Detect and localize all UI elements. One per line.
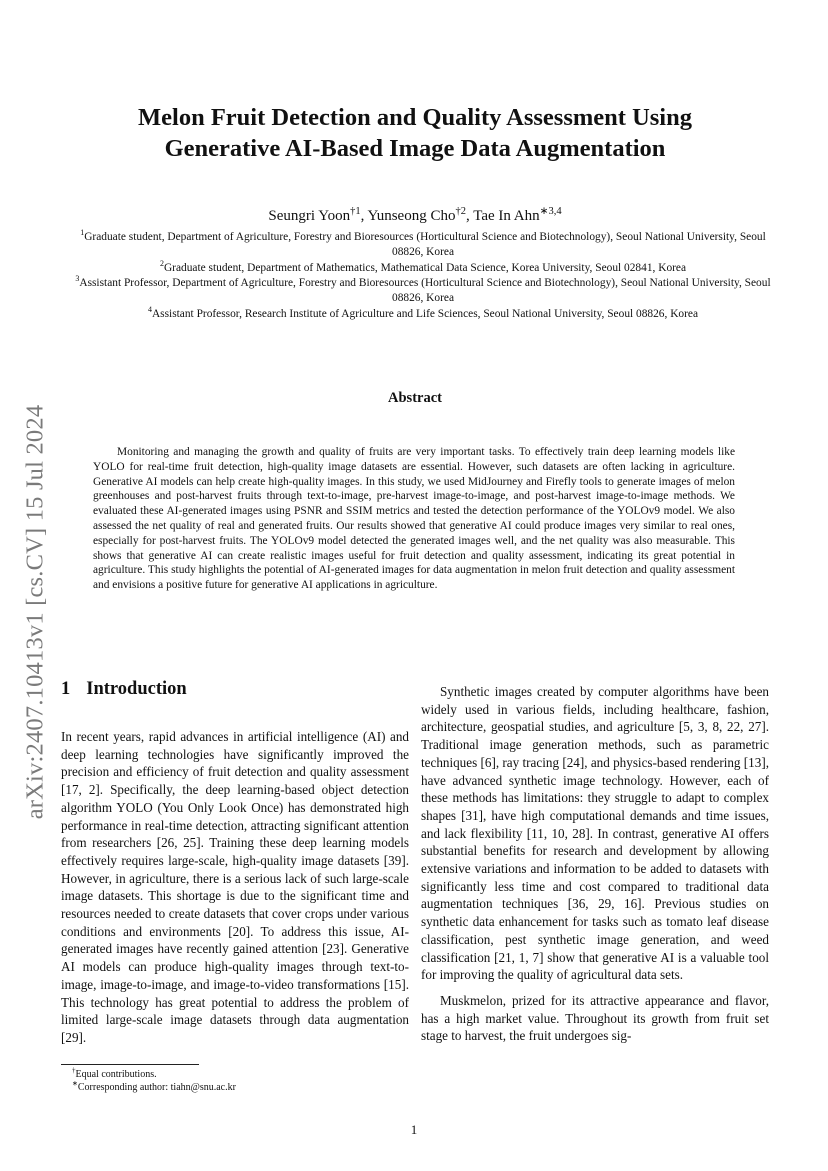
- section-number: 1: [61, 679, 71, 699]
- footnote-mark: ∗: [72, 1079, 78, 1088]
- affiliation-mark: 2: [159, 259, 164, 269]
- author-3-mark: ∗3,4: [539, 206, 562, 217]
- footnote-rule: [61, 1064, 199, 1065]
- author-3: Tae In Ahn: [473, 208, 540, 224]
- footnote-1: [72, 1068, 157, 1081]
- author-list: [70, 208, 760, 225]
- paragraph: In recent years, rapid advances in artificial intelligence (AI) and deep learning technologies have significantly improved the precision and efficiency of fruit detection and quality assessment [17, 2]. Specifically, the deep learning-based object detection algorithm YOLO (You Only Look Once) has demonstrated high performance in real-time detection, attracting significant attention from researchers [26, 25]. Training these deep learning models effectively requires large-scale, high-quality image datasets [39]. However, in agriculture, there is a serious lack of such large-scale image datasets. This shortage is due to the significant time and resources needed to create datasets that cover crops under various conditions and environments [20]. To address this issue, AI-generated images have recently gained attention [23]. Generative AI models can produce high-quality images through text-to-image, image-to-image, and image-to-video transformations [15]. This technology has great potential to address the problem of limited large-scale image datasets through data augmentation [29].: [61, 729, 409, 1045]
- author-separator: ,: [465, 208, 474, 224]
- footnote-text: Corresponding author: tiahn@snu.ac.kr: [77, 1082, 236, 1093]
- affiliation-text: Graduate student, Department of Mathematics, Mathematical Data Science, Korea University, Seoul 02841, Korea: [163, 262, 687, 274]
- author-1: Seungri Yoon: [268, 208, 351, 224]
- title-line-2: Generative AI-Based Image Data Augmentation: [164, 135, 666, 162]
- abstract-heading: Abstract: [388, 390, 442, 406]
- title-line-1: Melon Fruit Detection and Quality Assessment Using: [138, 104, 692, 131]
- right-column: [421, 683, 769, 1045]
- footnote-2: [72, 1081, 236, 1094]
- affiliation-3: [70, 276, 776, 306]
- section-heading: [61, 679, 187, 700]
- affiliation-text: Assistant Professor, Department of Agriculture, Forestry and Bioresources (Horticultural Science and Biotechnology), Seoul National University, Seoul 08826, Korea: [79, 277, 771, 305]
- affiliation-text: Graduate student, Department of Agriculture, Forestry and Bioresources (Horticultural Science and Biotechnology), Seoul National University, Seoul 08826, Korea: [84, 231, 766, 259]
- affiliation-mark: 1: [80, 228, 85, 238]
- author-1-mark: †1: [350, 206, 361, 217]
- affiliation-4: [70, 307, 776, 322]
- paragraph: Synthetic images created by computer algorithms have been widely used in various fields, including healthcare, fashion, architecture, geospatial studies, and agriculture [5, 3, 8, 22, 27]. Traditional image generation methods, such as parametric techniques [6], ray tracing [24], and physics-based rendering [13], have advanced synthetic image technology. However, each of these methods has limitations: they struggle to adapt to complex shapes [31], have high computational demands and time issues, and lack flexibility [11, 10, 28]. In contrast, generative AI offers substantial benefits for research and development by allowing extensive variations and information to be added to datasets with significantly less time and cost compared to traditional data augmentation techniques [36, 29, 16]. Previous studies on synthetic data enhancement for tasks such as tomato leaf disease classification, pest synthetic image generation, and weed classification [21, 1, 7] show that generative AI is a valuable tool for improving the quality of agricultural data sets.: [421, 684, 769, 983]
- paragraph: Muskmelon, prized for its attractive appearance and flavor, has a high market value. Throughout its growth from fruit set stage to harvest, the fruit undergoes sig-: [421, 992, 769, 1044]
- affiliation-text: Assistant Professor, Research Institute of Agriculture and Life Sciences, Seoul National University, Seoul 08826, Korea: [151, 308, 699, 320]
- left-column: [61, 728, 409, 1047]
- abstract-body: Monitoring and managing the growth and quality of fruits are very important tasks. To effectively train deep learning models like YOLO for real-time fruit detection, high-quality image datasets are essential. However, such datasets are often lacking in agriculture. Generative AI models can help create high-quality images. In this study, we used MidJourney and Firefly tools to generate images of melon greenhouses and post-harvest fruits through text-to-image, pre-harvest image-to-image, and post-harvest image-to-image methods. We evaluated these AI-generated images using PSNR and SSIM metrics and tested the detection performance of the YOLOv9 model. We also assessed the net quality of real and generated fruits. Our results showed that generative AI could produce images very similar to real ones, especially for post-harvest fruits. The YOLOv9 model detected the generated images well, and the net quality was also measurable. This shows that generative AI can create realistic images useful for fruit detection and quality assessment, indicating its great potential in agriculture. This study highlights the potential of AI-generated images for data augmentation in melon fruit detection and quality assessment and envisions a positive future for generative AI applications in agriculture.: [93, 446, 735, 592]
- author-2: Yunseong Cho: [367, 208, 456, 224]
- section-title: Introduction: [86, 679, 187, 699]
- author-separator: ,: [360, 208, 368, 224]
- arxiv-identifier: [20, 372, 50, 852]
- paper-title: [70, 102, 760, 164]
- affiliation-mark: 4: [147, 305, 152, 315]
- footnote-mark: †: [72, 1066, 76, 1075]
- footnote-text: Equal contributions.: [75, 1069, 157, 1080]
- page-number: 1: [410, 1122, 418, 1137]
- affiliation-mark: 3: [75, 274, 80, 284]
- affiliation-2: [70, 261, 776, 276]
- author-2-mark: †2: [455, 206, 466, 217]
- affiliation-1: [70, 230, 776, 260]
- arxiv-identifier-text: arXiv:2407.10413v1 [cs.CV] 15 Jul 2024: [21, 404, 49, 820]
